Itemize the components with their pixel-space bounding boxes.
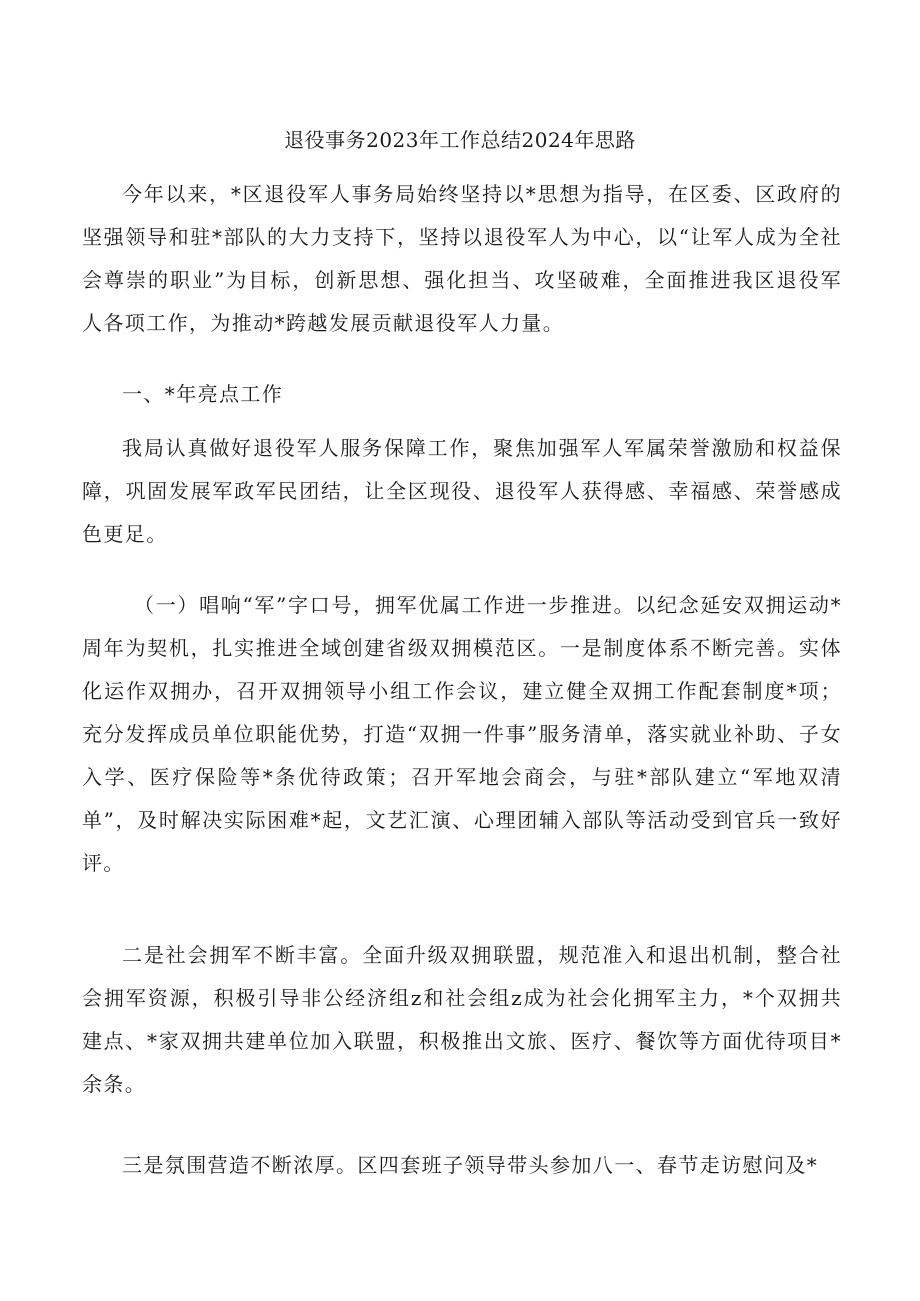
paragraph-social-support: 二是社会拥军不断丰富。全面升级双拥联盟，规范准入和退出机制，整合社会拥军资源，积极引导非公经济组z和社会组z成为社会化拥军主力，*个双拥共建点、*家双拥共建单位加入联盟，积极推出文旅、医疗、餐饮等方面优待项目*余条。 [82,943,842,1096]
paragraph-intro: 今年以来，*区退役军人事务局始终坚持以*思想为指导，在区委、区政府的坚强领导和驻*部队的大力支持下，坚持以退役军人为中心，以“让军人成为全社会尊崇的职业”为目标，创新思想、强化担当、攻坚破难，全面推进我区退役军人各项工作，为推动*跨越发展贡献退役军人力量。 [82,182,842,335]
paragraph-overview: 我局认真做好退役军人服务保障工作，聚焦加强军人军属荣誉激励和权益保障，巩固发展军政军民团结，让全区现役、退役军人获得感、幸福感、荣誉感成色更足。 [82,436,842,546]
section-heading-highlights: 一、*年亮点工作 [122,382,284,406]
paragraph-atmosphere: 三是氛围营造不断浓厚。区四套班子领导带头参加八一、春节走访慰问及* [122,1153,819,1177]
paragraph-double-support: （一）唱响“军”字口号，拥军优属工作进一步推进。以纪念延安双拥运动*周年为契机，扎实推进全域创建省级双拥模范区。一是制度体系不断完善。实体化运作双拥办，召开双拥领导小组工作会议，建立健全双拥工作配套制度*项；充分发挥成员单位职能优势，打造“双拥一件事”服务清单，落实就业补助、子女入学、医疗保险等*条优待政策；召开军地会商会，与驻*部队建立“军地双清单”，及时解决实际困难*起，文艺汇演、心理团辅入部队等活动受到官兵一致好评。 [82,593,842,875]
document-title: 退役事务2023年工作总结2024年思路 [284,128,636,152]
